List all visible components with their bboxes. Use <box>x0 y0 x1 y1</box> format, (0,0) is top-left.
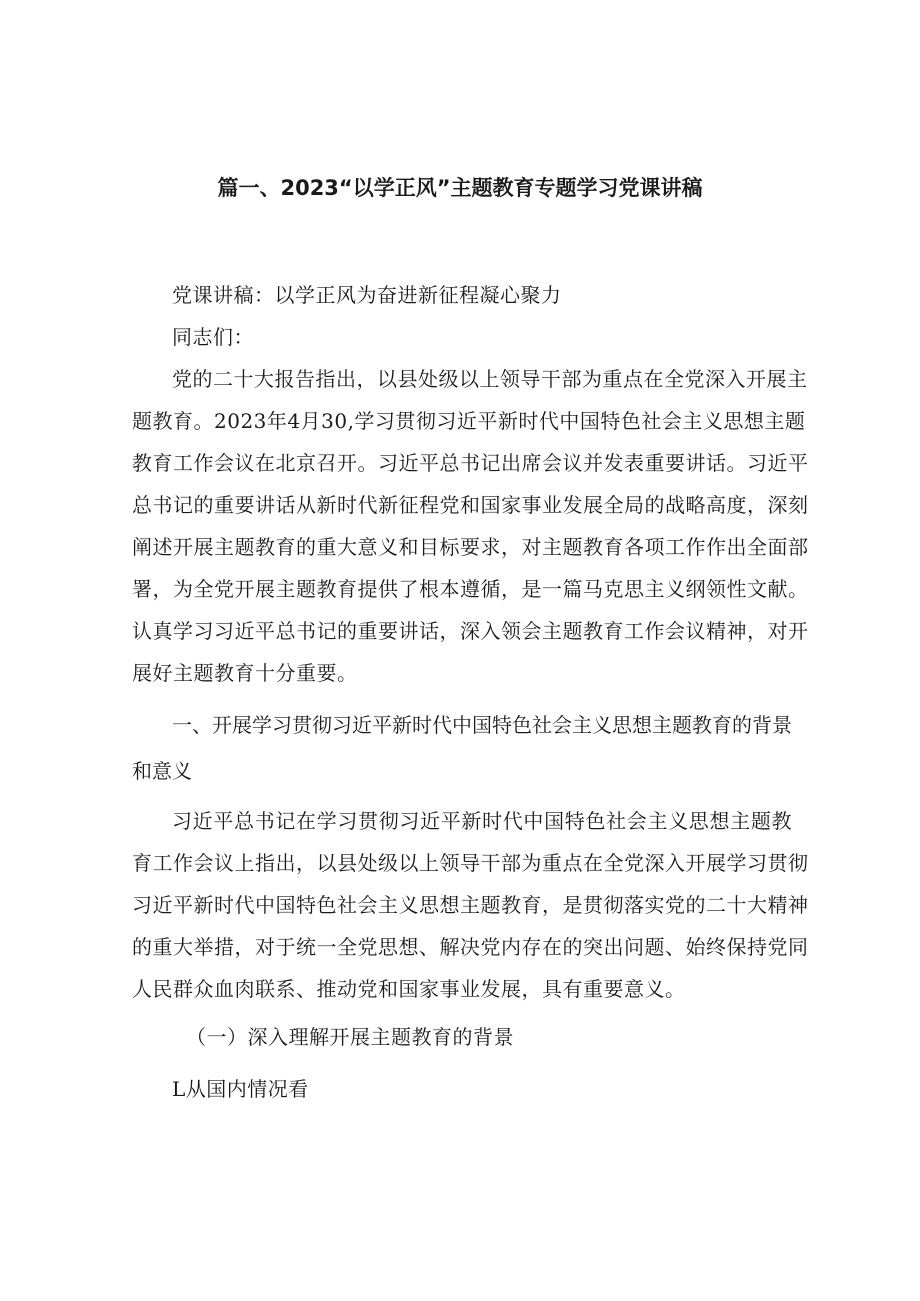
list-item-heading: L从国内情况看 <box>172 1077 309 1101</box>
paragraph-1-line: 教育工作会议在北京召开。习近平总书记出席会议并发表重要讲话。习近平 <box>132 451 809 475</box>
paragraph-1-line: 党的二十大报告指出，以县处级以上领导干部为重点在全党深入开展主 <box>172 367 808 391</box>
paragraph-2-line: 习近平总书记在学习贯彻习近平新时代中国特色社会主义思想主题教 <box>172 809 792 833</box>
paragraph-2-line: 习近平新时代中国特色社会主义思想主题教育，是贯彻落实党的二十大精神 <box>132 893 809 917</box>
section-heading-line: 和意义 <box>132 759 192 783</box>
paragraph-1-line: 阐述开展主题教育的重大意义和目标要求，对主题教育各项工作作出全面部 <box>132 535 809 559</box>
greeting: 同志们： <box>172 325 254 349</box>
paragraph-1-line: 署，为全党开展主题教育提供了根本遵循，是一篇马克思主义纲领性文献。 <box>132 577 809 601</box>
paragraph-1-line: 总书记的重要讲话从新时代新征程党和国家事业发展全局的战略高度，深刻 <box>132 493 809 517</box>
subsection-heading: （一）深入理解开展主题教育的背景 <box>186 1025 514 1049</box>
lecture-subtitle: 党课讲稿：以学正风为奋进新征程凝心聚力 <box>172 283 562 307</box>
section-heading-line: 一、开展学习贯彻习近平新时代中国特色社会主义思想主题教育的背景 <box>172 713 792 737</box>
paragraph-2-line: 的重大举措，对于统一全党思想、解决党内存在的突出问题、始终保持党同 <box>132 935 809 959</box>
paragraph-1-line: 展好主题教育十分重要。 <box>132 661 358 685</box>
document-title: 篇一、2023“以学正风”主题教育专题学习党课讲稿 <box>217 176 703 200</box>
paragraph-2-line: 人民群众血肉联系、推动党和国家事业发展，具有重要意义。 <box>132 977 686 1001</box>
paragraph-2-line: 育工作会议上指出，以县处级以上领导干部为重点在全党深入开展学习贯彻 <box>132 851 809 875</box>
paragraph-1-line: 题教育。2023年4月30,学习贯彻习近平新时代中国特色社会主义思想主题 <box>132 409 806 433</box>
paragraph-1-line: 认真学习习近平总书记的重要讲话，深入领会主题教育工作会议精神，对开 <box>132 619 809 643</box>
